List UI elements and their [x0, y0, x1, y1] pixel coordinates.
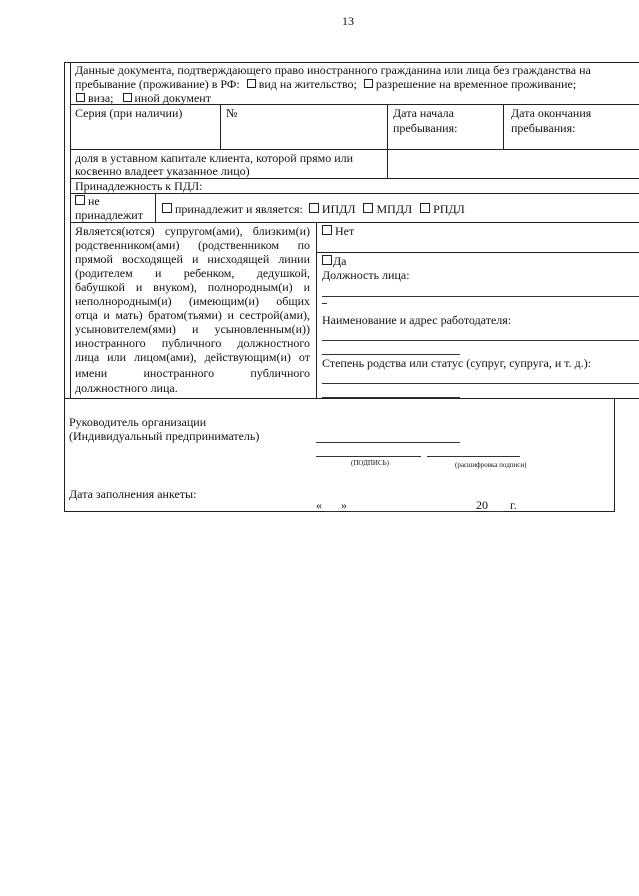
relation-no-option	[322, 224, 354, 238]
year-suffix: г.	[510, 498, 517, 512]
relation-yes-option	[322, 254, 347, 268]
temp-residence-label: разрешение на временное проживание;	[375, 77, 577, 91]
row-sep	[316, 252, 639, 253]
kinship-label: Степень родства или статус (супруг, супруга, и т. д.):	[322, 356, 592, 370]
ipdl-label: ИПДЛ	[321, 202, 356, 216]
head-label-2: (Индивидуальный предприниматель)	[69, 429, 260, 443]
position-label: Должность лица:	[322, 268, 410, 282]
belongs-label: принадлежит и является:	[175, 202, 303, 216]
other-doc-label: иной документ	[134, 91, 211, 105]
start-date-label-2: пребывания:	[393, 121, 458, 135]
series-label: Серия (при наличии)	[75, 106, 183, 120]
date-open-quote: «	[316, 498, 322, 512]
mpdl-label: МПДЛ	[376, 202, 413, 216]
table-border-right	[614, 398, 615, 511]
date-year-line[interactable]	[490, 511, 504, 512]
head-label-1: Руководитель организации	[69, 415, 207, 429]
col-sep	[155, 193, 156, 222]
relation-line: Является(ются) супругом(ами), близким(и)	[75, 224, 310, 238]
col-sep	[387, 104, 388, 178]
residence-checkbox[interactable]	[247, 79, 256, 88]
mpdl-checkbox[interactable]	[363, 203, 373, 213]
col-sep	[503, 104, 504, 149]
foreign-doc-title: Данные документа, подтверждающего право иностранного гражданина или лица без гражданства на	[75, 63, 591, 77]
visa-checkbox[interactable]	[76, 93, 85, 102]
rpdl-label: РПДЛ	[433, 202, 465, 216]
row-sep	[70, 149, 639, 150]
position-line-short[interactable]	[322, 303, 327, 304]
sign-caption: (ПОДПИСЬ)	[351, 459, 389, 467]
relation-line: иностранного публичного должностного	[75, 336, 310, 350]
employer-line-2[interactable]	[322, 354, 460, 355]
page-number: 13	[342, 14, 354, 28]
head-signature-line-upper[interactable]	[316, 442, 460, 443]
foreign-doc-options-line-2	[75, 91, 211, 105]
relation-line: лица или лицом(ами), действующим(и) от	[75, 350, 310, 364]
col-sep	[220, 104, 221, 149]
relation-last-line: должностного лица.	[75, 381, 178, 395]
pdl-title: Принадлежность к ПДЛ:	[75, 179, 203, 193]
date-label: Дата заполнения анкеты:	[69, 487, 197, 501]
other-doc-checkbox[interactable]	[123, 93, 132, 102]
relation-line: усыновителем(ями) и усыновленным(и))	[75, 322, 310, 336]
relation-line: прямой восходящей и нисходящей линии	[75, 252, 310, 266]
relation-line: неполнородным(и) (имеющим(и) общих	[75, 294, 310, 308]
end-date-label-2: пребывания:	[511, 121, 576, 135]
signature-line[interactable]	[316, 456, 421, 457]
table-border-bottom	[64, 511, 615, 512]
relation-line: (родителем и ребенком, дедушкой,	[75, 266, 310, 280]
number-label: №	[226, 106, 238, 120]
temp-residence-checkbox[interactable]	[364, 79, 373, 88]
date-day-line[interactable]	[325, 511, 339, 512]
not-belong-checkbox[interactable]	[75, 195, 85, 205]
pdl-belongs-line	[162, 202, 465, 216]
foreign-doc-options-line	[75, 77, 576, 91]
employer-line[interactable]	[322, 340, 639, 341]
not-belong-label-1: не	[88, 194, 100, 208]
relation-line: родственником(ами) (родственником по	[75, 238, 310, 252]
inner-border	[70, 62, 71, 398]
not-belong-label-2: принадлежит	[75, 208, 143, 222]
rpdl-checkbox[interactable]	[420, 203, 430, 213]
year-prefix: 20	[476, 498, 488, 512]
relation-line: бабушкой и внуком), полнородным(и) и	[75, 280, 310, 294]
table-border-left	[64, 62, 65, 511]
employer-label: Наименование и адрес работодателя:	[322, 313, 512, 327]
pdl-not-belong-line-1	[75, 194, 100, 208]
position-line[interactable]	[322, 296, 639, 297]
visa-label: виза;	[88, 91, 114, 105]
relation-yes-label: Да	[333, 254, 347, 268]
share-line-2: косвенно владеет указанное лицо)	[75, 164, 250, 178]
date-month-line[interactable]	[351, 511, 475, 512]
row-sep	[70, 222, 639, 223]
col-sep	[316, 222, 317, 398]
residence-label: вид на жительство;	[258, 77, 357, 91]
kinship-line-2[interactable]	[322, 397, 460, 398]
share-line-1: доля в уставном капитале клиента, которой прямо или	[75, 151, 354, 165]
belongs-checkbox[interactable]	[162, 203, 172, 213]
ipdl-checkbox[interactable]	[309, 203, 319, 213]
relation-line: имени иностранного публичного	[75, 366, 310, 380]
end-date-label-1: Дата окончания	[511, 106, 592, 120]
decode-caption: (расшифровка подписи)	[455, 461, 527, 469]
decode-line[interactable]	[427, 456, 520, 457]
foreign-doc-prefix: пребывание (проживание) в РФ:	[75, 77, 240, 91]
relation-no-checkbox[interactable]	[322, 225, 332, 235]
start-date-label-1: Дата начала	[393, 106, 454, 120]
row-sep	[64, 398, 639, 399]
relation-yes-checkbox[interactable]	[322, 255, 332, 265]
relation-line: отца и мать) братом(тьями) и сестрой(ами),	[75, 308, 310, 322]
relation-no-label: Нет	[335, 224, 355, 238]
date-close-quote: »	[341, 498, 347, 512]
kinship-line[interactable]	[322, 383, 639, 384]
